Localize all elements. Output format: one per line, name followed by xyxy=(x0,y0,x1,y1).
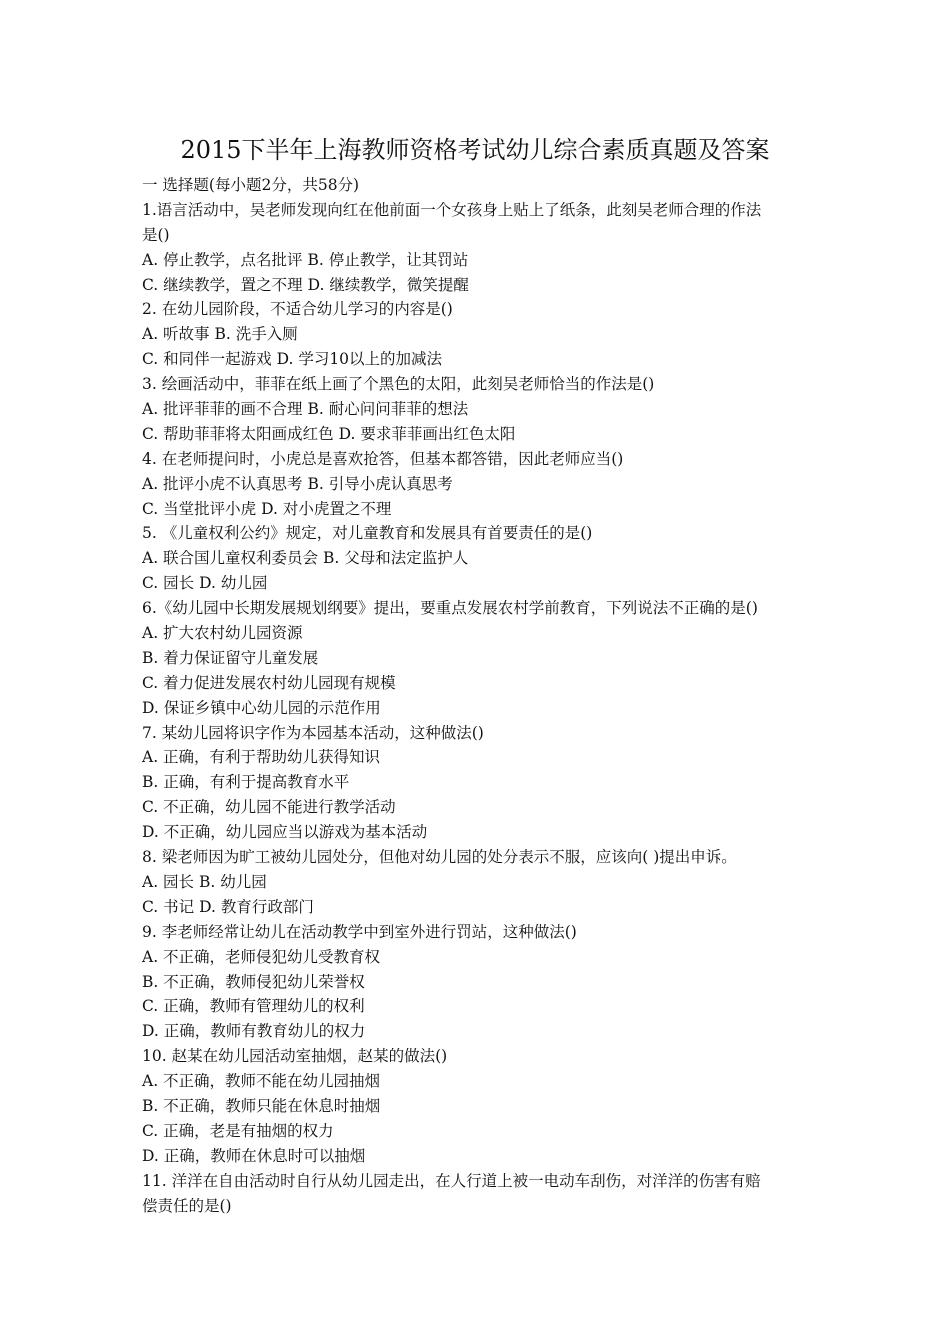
text-line: 10. 赵某在幼儿园活动室抽烟，赵某的做法() xyxy=(142,1047,448,1066)
text-line: A. 停止教学，点名批评 B. 停止教学，让其罚站 xyxy=(142,250,469,269)
text-line: 一 选择题(每小题2分，共58分) xyxy=(142,176,360,194)
text-line: 偿责任的是() xyxy=(142,1196,232,1215)
text-line: 4. 在老师提问时，小虎总是喜欢抢答，但基本都答错，因此老师应当() xyxy=(142,449,624,468)
text-line: B. 不正确，教师只能在休息时抽烟 xyxy=(142,1096,381,1115)
text-line: A. 正确，有利于帮助幼儿获得知识 xyxy=(142,748,381,767)
text-line: 是() xyxy=(142,225,170,244)
text-line: D. 正确，教师有教育幼儿的权力 xyxy=(142,1022,366,1041)
text-line: B. 不正确，教师侵犯幼儿荣誉权 xyxy=(142,972,365,991)
text-line: 3. 绘画活动中，菲菲在纸上画了个黑色的太阳，此刻吴老师恰当的作法是() xyxy=(142,375,655,394)
document-body xyxy=(142,173,812,1218)
text-line: 8. 梁老师因为旷工被幼儿园处分，但他对幼儿园的处分表示不服，应该向( )提出申诉。 xyxy=(142,848,737,867)
text-line: A. 听故事 B. 洗手入厕 xyxy=(142,325,298,344)
text-line: B. 着力保证留守儿童发展 xyxy=(142,648,319,667)
text-line: C. 帮助菲菲将太阳画成红色 D. 要求菲菲画出红色太阳 xyxy=(142,424,516,443)
text-line: C. 继续教学，置之不理 D. 继续教学，微笑提醒 xyxy=(142,275,469,294)
text-line: A. 批评菲菲的画不合理 B. 耐心问问菲菲的想法 xyxy=(142,400,469,419)
text-line: C. 正确，教师有管理幼儿的权利 xyxy=(142,997,365,1016)
text-line: A. 批评小虎不认真思考 B. 引导小虎认真思考 xyxy=(142,474,453,493)
text-line: A. 园长 B. 幼儿园 xyxy=(142,872,267,891)
text-line: A. 扩大农村幼儿园资源 xyxy=(142,624,303,643)
text-line: C. 当堂批评小虎 D. 对小虎置之不理 xyxy=(142,499,392,518)
text-line: C. 不正确，幼儿园不能进行教学活动 xyxy=(142,798,396,817)
text-line: C. 和同伴一起游戏 D. 学习10以上的加减法 xyxy=(142,350,443,369)
text-line: D. 正确，教师在休息时可以抽烟 xyxy=(142,1146,366,1165)
text-line: D. 不正确，幼儿园应当以游戏为基本活动 xyxy=(142,823,428,842)
text-line: C. 书记 D. 教育行政部门 xyxy=(142,897,314,916)
text-line: 9. 李老师经常让幼儿在活动教学中到室外进行罚站，这种做法() xyxy=(142,922,577,941)
text-line: 2. 在幼儿园阶段，不适合幼儿学习的内容是() xyxy=(142,300,453,319)
text-line: 7. 某幼儿园将识字作为本园基本活动，这种做法() xyxy=(142,723,484,742)
text-line: 11. 洋洋在自由活动时自行从幼儿园走出，在人行道上被一电动车刮伤，对洋洋的伤害有赔 xyxy=(142,1171,761,1190)
text-line: A. 不正确，教师不能在幼儿园抽烟 xyxy=(142,1072,381,1091)
text-line: 1.语言活动中，吴老师发现向红在他前面一个女孩身上贴上了纸条，此刻吴老师合理的作法 xyxy=(142,200,762,219)
text-line: D. 保证乡镇中心幼儿园的示范作用 xyxy=(142,698,381,717)
text-line: C. 着力促进发展农村幼儿园现有规模 xyxy=(142,673,396,692)
text-line: B. 正确，有利于提高教育水平 xyxy=(142,773,350,792)
text-line: C. 园长 D. 幼儿园 xyxy=(142,574,268,593)
text-line: 6.《幼儿园中长期发展规划纲要》提出，要重点发展农村学前教育，下列说法不正确的是() xyxy=(142,599,758,618)
text-line: 5. 《儿童权利公约》规定，对儿童教育和发展具有首要责任的是() xyxy=(142,524,593,543)
text-line: A. 联合国儿童权利委员会 B. 父母和法定监护人 xyxy=(142,549,469,568)
document-title: 2015下半年上海教师资格考试幼儿综合素质真题及答案 xyxy=(180,136,770,164)
text-line: C. 正确，老是有抽烟的权力 xyxy=(142,1121,334,1140)
text-line: A. 不正确，老师侵犯幼儿受教育权 xyxy=(142,947,381,966)
